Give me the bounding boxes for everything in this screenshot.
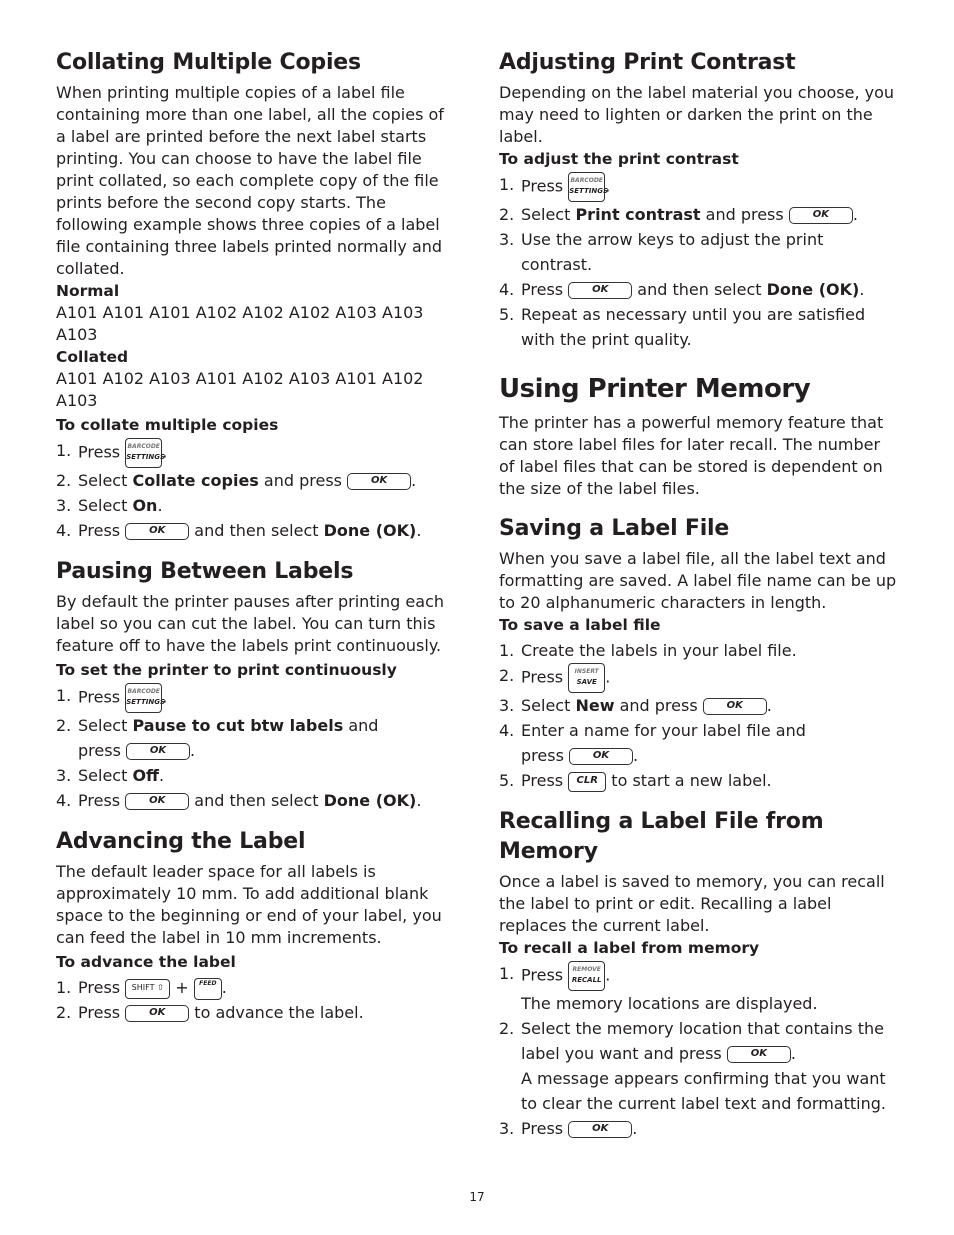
step-text: Select xyxy=(78,471,128,490)
collated-sequence: A101 A102 A103 A101 A102 A103 A101 A102 A103 xyxy=(56,369,424,410)
step-text: press xyxy=(78,741,121,760)
step-text: Select xyxy=(78,766,128,785)
step-text: and press xyxy=(619,696,698,715)
ok-key-icon: OK xyxy=(789,207,853,224)
step-text: Press xyxy=(521,667,564,687)
step-number: 5. xyxy=(499,305,515,324)
option-name: Done (OK) xyxy=(766,280,860,299)
section-collate xyxy=(56,48,456,543)
recall-body: Once a label is saved to memory, you can recall the label to print or edit. Recalling a label replaces the current label. xyxy=(499,872,885,935)
step: 3. Press OK . xyxy=(499,1116,899,1141)
key-bottom-label: RECALL xyxy=(571,976,602,984)
step-number: 2. xyxy=(499,205,515,224)
key-bottom-label: SAVE xyxy=(576,678,597,686)
step-text: press xyxy=(521,746,564,765)
key-bottom-label: SETTINGS xyxy=(126,453,165,461)
step-number: 3. xyxy=(499,1119,515,1138)
step-number: 3. xyxy=(56,496,72,515)
step-text: Press xyxy=(78,1003,121,1022)
pause-body: By default the printer pauses after printing each label so you can cut the label. You can turn this feature off to have the labels print continuously. xyxy=(56,592,445,655)
ok-key-icon: OK xyxy=(125,523,189,540)
save-body: When you save a label file, all the label text and formatting are saved. A label file name can be up to 20 alphanumeric characters in length. xyxy=(499,549,897,612)
pause-subheading: To set the printer to print continuously xyxy=(56,661,397,679)
step-text: Select xyxy=(521,205,571,224)
step-number: 2. xyxy=(56,1003,72,1022)
step-text: Press xyxy=(78,442,121,462)
key-top-label: INSERT xyxy=(574,668,599,675)
recall-heading: Recalling a Label File from Memory xyxy=(499,809,824,864)
step-number: 4. xyxy=(56,521,72,540)
ok-key-icon: OK xyxy=(568,282,632,299)
step: 4. Press OK and then select Done (OK). xyxy=(499,277,899,302)
step-number: 1. xyxy=(56,441,72,460)
step-text: label you want and press xyxy=(521,1044,722,1063)
ok-key-icon: OK xyxy=(125,793,189,810)
step-text: and xyxy=(348,716,379,735)
step: 1. Press BARCODE SETTINGS . xyxy=(56,683,456,713)
step: 4. Press OK and then select Done (OK). xyxy=(56,518,456,543)
step-text: Select xyxy=(78,496,128,515)
memory-body: The printer has a powerful memory feature that can store label files for later recall. The number of label files that can be stored is dependent on the size of the label files. xyxy=(499,413,884,498)
section-contrast xyxy=(499,48,899,352)
step-text: and then select xyxy=(194,791,319,810)
step-number: 3. xyxy=(499,696,515,715)
step-number: 1. xyxy=(56,978,72,997)
step-number: 4. xyxy=(499,280,515,299)
save-heading: Saving a Label File xyxy=(499,516,730,541)
key-bottom-label: SETTINGS xyxy=(569,187,608,195)
step-text: Press xyxy=(521,965,564,985)
option-name: On xyxy=(132,496,158,515)
step-number: 5. xyxy=(499,771,515,790)
step-text: Press xyxy=(521,176,564,196)
collate-body: When printing multiple copies of a label file containing more than one label, all the copies of a label are printed before the next label starts printing. You can choose to have the label file print collated, so each complete copy of the file prints before the second copy starts. The following example shows three copies of a label file containing three labels printed normally and collated. xyxy=(56,83,444,278)
step: 1. Press SHIFT ⇧ + FEED . xyxy=(56,975,456,1000)
step: 3. Select New and press OK . xyxy=(499,693,899,718)
step: 1. Press BARCODE SETTINGS . xyxy=(56,438,456,468)
save-steps xyxy=(499,638,899,793)
step-number: 4. xyxy=(56,791,72,810)
step-text: and press xyxy=(705,205,784,224)
advance-subheading: To advance the label xyxy=(56,953,236,971)
ok-key-icon: OK xyxy=(347,473,411,490)
step-number: 1. xyxy=(499,641,515,660)
memory-heading: Using Printer Memory xyxy=(499,374,811,404)
step-text: Repeat as necessary until you are satisfied with the print quality. xyxy=(521,305,866,349)
step-number: 2. xyxy=(56,716,72,735)
step-number: 1. xyxy=(499,175,515,194)
step-text: Press xyxy=(78,978,121,997)
save-subheading: To save a label file xyxy=(499,616,661,634)
step-text: Press xyxy=(521,771,564,790)
step-number: 3. xyxy=(499,230,515,249)
step-text: Press xyxy=(78,791,121,810)
contrast-body: Depending on the label material you choose, you may need to lighten or darken the print on the label. xyxy=(499,83,895,146)
step-number: 1. xyxy=(56,686,72,705)
step: 3. Select Off. xyxy=(56,763,456,788)
step: 2. Select the memory location that contains the label you want and press OK . A message appears confirming that you want to clear the current label text and formatting. xyxy=(499,1016,899,1116)
advance-steps xyxy=(56,975,456,1025)
save-key-icon xyxy=(568,663,605,693)
step-text: Select xyxy=(78,716,128,735)
advance-heading: Advancing the Label xyxy=(56,829,306,854)
step xyxy=(499,638,899,663)
contrast-subheading: To adjust the print contrast xyxy=(499,150,739,168)
key-label: SHIFT xyxy=(131,982,155,992)
step-text: Enter a name for your label file and xyxy=(521,721,806,740)
contrast-heading: Adjusting Print Contrast xyxy=(499,50,796,75)
section-memory xyxy=(499,372,899,500)
plus-sign: + xyxy=(175,978,189,997)
settings-key-icon xyxy=(125,438,165,468)
step-note: A message appears confirming that you want to clear the current label text and formatting. xyxy=(521,1069,886,1113)
collated-label: Collated xyxy=(56,348,129,366)
left-column xyxy=(56,48,456,1039)
section-pause xyxy=(56,557,456,813)
step: 2. Press INSERT SAVE . xyxy=(499,663,899,693)
step-text: to start a new label. xyxy=(611,771,772,790)
feed-key-icon xyxy=(194,978,222,1000)
ok-key-icon: OK xyxy=(569,748,633,765)
step: 2. Select Pause to cut btw labels and press OK . xyxy=(56,713,456,763)
option-name: Print contrast xyxy=(575,205,701,224)
ok-key-icon: OK xyxy=(568,1121,632,1138)
step-text: Press xyxy=(78,687,121,707)
option-name: Pause to cut btw labels xyxy=(132,716,344,735)
normal-sequence: A101 A101 A101 A102 A102 A102 A103 A103 A103 xyxy=(56,303,424,344)
option-name: Collate copies xyxy=(132,471,259,490)
ok-key-icon: OK xyxy=(126,743,190,760)
step-text: Press xyxy=(521,280,564,299)
step-text: Press xyxy=(521,1119,564,1138)
option-name: Done (OK) xyxy=(323,791,417,810)
step-text: to advance the label. xyxy=(194,1003,364,1022)
step xyxy=(499,768,899,793)
step-text: Press xyxy=(78,521,121,540)
key-top-label: BARCODE xyxy=(127,688,160,695)
option-name: New xyxy=(575,696,615,715)
key-label: FEED xyxy=(199,979,217,987)
step: 2. Select Collate copies and press OK . xyxy=(56,468,456,493)
step-text: Create the labels in your label file. xyxy=(521,641,797,660)
step: 2. Select Print contrast and press OK . xyxy=(499,202,899,227)
step: 3. Select On. xyxy=(56,493,456,518)
step-number: 1. xyxy=(499,964,515,983)
section-advance xyxy=(56,827,456,1025)
collate-subheading: To collate multiple copies xyxy=(56,416,279,434)
step-number: 2. xyxy=(499,666,515,685)
step xyxy=(499,227,899,277)
pause-steps xyxy=(56,683,456,813)
key-bottom-label: SETTINGS xyxy=(126,698,165,706)
settings-key-icon xyxy=(125,683,165,713)
step-number: 3. xyxy=(56,766,72,785)
ok-key-icon: OK xyxy=(125,1005,189,1022)
key-top-label: BARCODE xyxy=(570,177,603,184)
settings-key-icon xyxy=(568,172,608,202)
key-top-label: BARCODE xyxy=(127,443,160,450)
key-top-label: REMOVE xyxy=(572,966,601,973)
recall-key-icon xyxy=(568,961,605,991)
section-save xyxy=(499,514,899,793)
step xyxy=(499,302,899,352)
page-number: 17 xyxy=(469,1190,485,1204)
step-text: Select xyxy=(521,696,571,715)
step-number: 2. xyxy=(499,1019,515,1038)
step: 4. Press OK and then select Done (OK). xyxy=(56,788,456,813)
ok-key-icon: OK xyxy=(727,1046,791,1063)
step: 1. Press REMOVE RECALL . The memory locations are displayed. xyxy=(499,961,899,1016)
ok-key-icon: OK xyxy=(703,698,767,715)
contrast-steps xyxy=(499,172,899,352)
collate-steps xyxy=(56,438,456,543)
step-text: and press xyxy=(263,471,342,490)
clear-key-icon: CLR xyxy=(568,772,606,792)
shift-key-icon: SHIFT ⇧ xyxy=(125,979,170,999)
option-name: Off xyxy=(132,766,160,785)
step xyxy=(56,1000,456,1025)
step: 4. Enter a name for your label file and press OK . xyxy=(499,718,899,768)
section-recall xyxy=(499,807,899,1141)
step: 1. Press BARCODE SETTINGS . xyxy=(499,172,899,202)
option-name: Done (OK) xyxy=(323,521,417,540)
step-text: Use the arrow keys to adjust the print contrast. xyxy=(521,230,824,274)
step-number: 2. xyxy=(56,471,72,490)
step-text: and then select xyxy=(194,521,319,540)
recall-subheading: To recall a label from memory xyxy=(499,939,760,957)
step-number: 4. xyxy=(499,721,515,740)
recall-steps xyxy=(499,961,899,1141)
right-column xyxy=(499,48,899,1155)
advance-body: The default leader space for all labels is approximately 10 mm. To add additional blank space to the beginning or end of your label, you can feed the label in 10 mm increments. xyxy=(56,862,442,947)
step-text: and then select xyxy=(637,280,762,299)
collate-heading: Collating Multiple Copies xyxy=(56,50,361,75)
pause-heading: Pausing Between Labels xyxy=(56,559,354,584)
normal-label: Normal xyxy=(56,282,120,300)
step-text: Select the memory location that contains the xyxy=(521,1019,884,1038)
step-note: The memory locations are displayed. xyxy=(521,994,818,1013)
